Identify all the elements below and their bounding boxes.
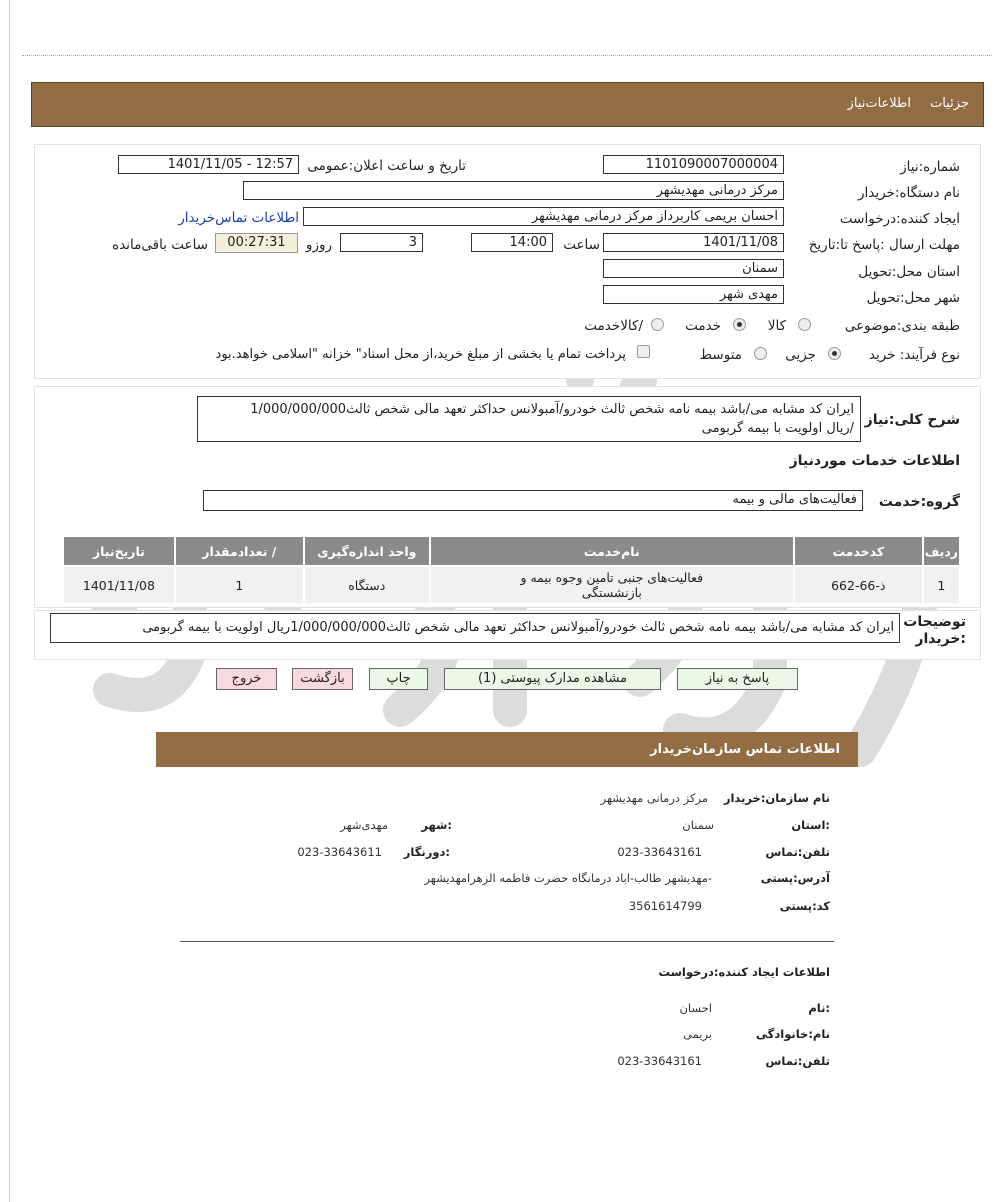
description-line-1: ایران کد مشابه می/باشد بیمه نامه شخص ثالث خودرو/آمبولانس حداکثر تعهد مالی شخص ثالث1/000/000/000 xyxy=(250,402,854,417)
creator-name-value: احسان xyxy=(679,1001,712,1015)
cell-service-code: ذ-66-662 xyxy=(794,566,923,604)
col-header-need-date: تاریخ‌نیاز xyxy=(63,536,175,566)
table-header-row xyxy=(63,536,960,566)
province-label: استان محل:تحویل xyxy=(858,264,960,280)
contact-postal-value: 3561614799 xyxy=(628,899,702,913)
reply-button[interactable]: پاسخ به نیاز xyxy=(677,668,798,690)
creator-phone-value: 023-33643161 xyxy=(617,1054,702,1068)
table-row xyxy=(63,566,960,604)
col-header-unit: واحد اندازه‌گیری xyxy=(304,536,430,566)
contact-phone-label: تلفن:تماس xyxy=(765,845,830,859)
remaining-time-field: 00:27:31 xyxy=(215,233,298,253)
announce-date-field: 1401/11/05 - 12:57 xyxy=(118,155,299,174)
description-label: شرح کلی:نیاز xyxy=(864,412,960,428)
description-box xyxy=(197,396,861,442)
buyer-org-field: مرکز درمانی مهدیشهر xyxy=(243,181,784,200)
hour-label: ساعت xyxy=(563,237,600,253)
buyer-contact-header xyxy=(156,732,858,767)
remaining-label: ساعت باقی‌مانده xyxy=(112,237,208,253)
creator-name-label: :نام xyxy=(808,1001,830,1015)
announce-date-label: تاریخ و ساعت اعلان:عمومی xyxy=(307,158,466,174)
creator-label: ایجاد کننده:درخواست xyxy=(839,211,960,227)
col-header-row-no: ردیف xyxy=(923,536,960,566)
services-section-title: اطلاعات خدمات موردنیاز xyxy=(789,453,960,469)
col-header-quantity: / تعدادمقدار xyxy=(175,536,304,566)
category-both-radio[interactable] xyxy=(651,318,664,331)
need-number-field: 1101090007000004 xyxy=(603,155,784,174)
buyer-contact-link[interactable]: اطلاعات تماس‌خریدار xyxy=(178,210,299,226)
creator-info-title: اطلاعات ایجاد کننده:درخواست xyxy=(658,965,830,979)
contact-province-value: سمنان xyxy=(682,818,714,832)
process-medium-radio[interactable] xyxy=(754,347,767,360)
org-name-value: مرکز درمانی مهدیشهر xyxy=(600,791,708,805)
description-line-2: /ریال اولویت با بیمه گربومی xyxy=(701,421,854,436)
contact-address-label: آدرس:پستی xyxy=(760,871,830,885)
exit-button[interactable]: خروج xyxy=(216,668,277,690)
buyer-contact-title: اطلاعات تماس سازمان‌خریدار xyxy=(650,742,840,757)
process-partial-radio[interactable] xyxy=(828,347,841,360)
category-label: طبقه بندی:موضوعی xyxy=(844,318,960,334)
tab-details[interactable]: جزئیات xyxy=(930,96,969,111)
creator-phone-label: تلفن:تماس xyxy=(765,1054,830,1068)
deadline-label: مهلت ارسال :پاسخ تا:تاریخ xyxy=(808,237,960,253)
view-attachments-button[interactable]: مشاهده مدارک پیوستی (1) xyxy=(444,668,661,690)
org-name-label: نام سازمان:خریدار xyxy=(723,791,830,805)
need-number-label: شماره:نیاز xyxy=(900,159,960,175)
process-type-label: نوع فرآیند: خرید xyxy=(868,347,960,363)
deadline-date-field: 1401/11/08 xyxy=(603,233,784,252)
contact-city-label: :شهر xyxy=(421,818,452,832)
left-frame-border xyxy=(9,0,10,1202)
buyer-notes-label: توضیحات :خریدار xyxy=(903,614,966,647)
contact-city-value: مهدی‌شهر xyxy=(340,818,388,832)
cell-need-date: 1401/11/08 xyxy=(63,566,175,604)
contact-address-value: -مهدیشهر طالب-اباد درمانگاه حضرت فاطمه الزهرامهدیشهر xyxy=(424,871,712,885)
deadline-hour-field: 14:00 xyxy=(471,233,553,252)
category-goods-radio[interactable] xyxy=(798,318,811,331)
contact-phone-value: 023-33643161 xyxy=(617,845,702,859)
contact-province-label: :استان xyxy=(791,818,830,832)
top-header-bar xyxy=(31,82,984,127)
category-both-label: /کالاخدمت xyxy=(584,318,643,334)
need-info-panel xyxy=(34,144,981,379)
col-header-service-code: کدخدمت xyxy=(794,536,923,566)
city-label: شهر محل:تحویل xyxy=(866,290,960,306)
cell-unit: دستگاه xyxy=(304,566,430,604)
days-label: روزو xyxy=(305,237,332,253)
top-dotted-divider xyxy=(22,55,992,56)
category-service-label: خدمت xyxy=(685,318,721,334)
creator-family-label: نام:خانوادگی xyxy=(756,1027,830,1041)
treasury-payment-note: پرداخت تمام یا بخشی از مبلغ خرید،از محل اسناد" خزانه "اسلامی خواهد.بود xyxy=(215,347,626,362)
creator-family-value: بریمی xyxy=(683,1027,712,1041)
process-partial-label: جزیی xyxy=(785,347,816,363)
buyer-org-label: نام دستگاه:خریدار xyxy=(857,185,960,201)
contact-divider xyxy=(180,941,834,942)
cell-quantity: 1 xyxy=(175,566,304,604)
print-button[interactable]: چاپ xyxy=(369,668,428,690)
contact-fax-label: :دورنگار xyxy=(403,845,450,859)
service-group-field: فعالیت‌های مالی و بیمه xyxy=(203,490,863,511)
back-button[interactable]: بازگشت xyxy=(292,668,353,690)
buyer-notes-field: ایران کد مشابه می/باشد بیمه نامه شخص ثالث خودرو/آمبولانس حداکثر تعهد مالی شخص ثالث1/000/000/000ریال اولویت با بیمه گربومی xyxy=(50,613,900,643)
contact-postal-label: کد:پستی xyxy=(779,899,830,913)
services-table xyxy=(62,535,961,605)
tab-need-info[interactable]: اطلاعات‌نیاز xyxy=(847,96,911,111)
province-field: سمنان xyxy=(603,259,784,278)
category-service-radio[interactable] xyxy=(733,318,746,331)
process-medium-label: متوسط xyxy=(699,347,742,363)
creator-field: احسان بریمی کاربرداز مرکز درمانی مهدیشهر xyxy=(303,207,784,226)
category-goods-label: کالا xyxy=(767,318,786,334)
days-field: 3 xyxy=(340,233,423,252)
service-group-label: گروه:خدمت xyxy=(878,494,960,510)
col-header-service-name: نام‌خدمت xyxy=(430,536,794,566)
cell-service-name: فعالیت‌های جنبی تامین وجوه بیمه و بازنشستگی xyxy=(430,566,794,604)
cell-row-no: 1 xyxy=(923,566,960,604)
treasury-payment-checkbox[interactable] xyxy=(637,345,650,358)
contact-fax-value: 023-33643611 xyxy=(297,845,382,859)
city-field: مهدی شهر xyxy=(603,285,784,304)
